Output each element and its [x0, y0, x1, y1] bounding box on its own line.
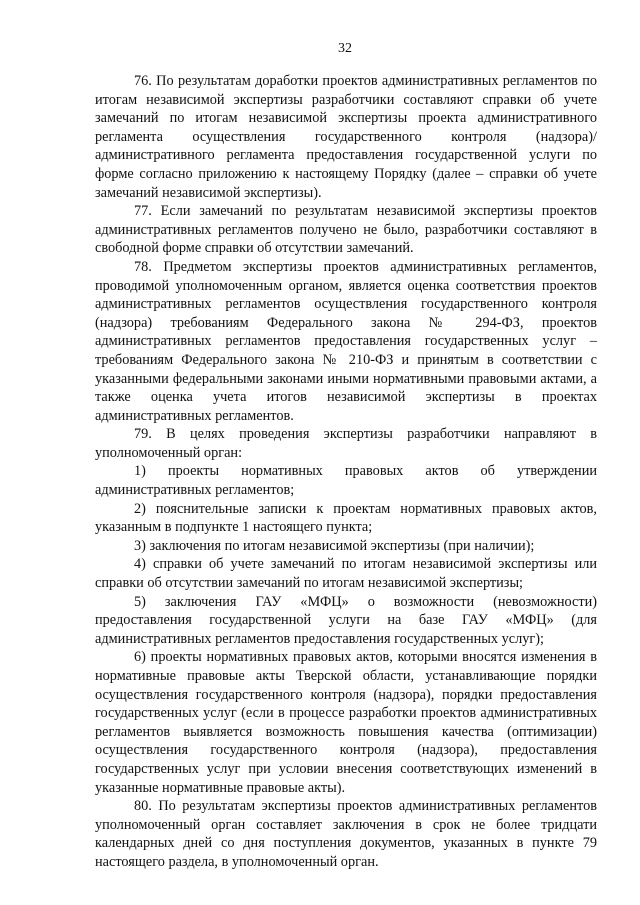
- paragraph-78: 78. Предметом экспертизы проектов административных регламентов, проводимой уполномоченным органом, является оценка соответствия проектов административных регламентов осуществления государственного контроля (надзора) требованиям Федерального закона № 294-ФЗ, проектов административных регламентов предоставления государственных услуг – требованиям Федерального закона № 210-ФЗ и принятым в соответствии с указанными федеральными законами иными нормативными правовыми актами, а также оценка учета итогов независимой экспертизы в проектах административных регламентов.: [95, 258, 597, 424]
- list-item-1: 1) проекты нормативных правовых актов об утверждении административных регламентов;: [95, 463, 597, 499]
- paragraph-79: 79. В целях проведения экспертизы разработчики направляют в уполномоченный орган:: [95, 426, 597, 461]
- list-item-4: 4) справки об учете замечаний по итогам независимой экспертизы или справки об отсутствии замечаний по итогам независимой экспертизы;: [95, 556, 597, 592]
- list-item-5: 5) заключения ГАУ «МФЦ» о возможности (невозможности) предоставления государственной услуги на базе ГАУ «МФЦ» (для административных регламентов предоставления государственных услуг);: [95, 593, 597, 647]
- paragraph-76: 76. По результатам доработки проектов административных регламентов по итогам независимой экспертизы разработчики составляют справки об учете замечаний по итогам независимой экспертизы проекта административного регламента осуществления государственного контроля (надзора)/административного регламента предоставления государственной услуги по форме согласно приложению к настоящему Порядку (далее – справки об учете замечаний независимой экспертизы).: [95, 73, 597, 201]
- page-number: 32: [338, 41, 352, 56]
- list-item-2: 2) пояснительные записки к проектам нормативных правовых актов, указанным в подпункте 1 настоящего пункта;: [95, 500, 597, 536]
- paragraph-77: 77. Если замечаний по результатам независимой экспертизы проектов административных регламентов получено не было, разработчики составляют в свободной форме справки об отсутствии замечаний.: [95, 203, 597, 257]
- list-item-3: 3) заключения по итогам независимой экспертизы (при наличии);: [134, 537, 535, 554]
- list-item-6: 6) проекты нормативных правовых актов, которыми вносятся изменения в нормативные правовые акты Тверской области, устанавливающие порядки осуществления государственного контроля (надзора), порядки предоставления государственных услуг (если в процессе разработки проектов административных регламентов выявляется возможность повышения качества (оптимизации) осуществления государственного контроля (надзора), предоставления государственных услуг при условии внесения соответствующих изменений в указанные нормативные правовые акты).: [95, 649, 597, 796]
- paragraph-80: 80. По результатам экспертизы проектов административных регламентов уполномоченный орган составляет заключения в срок не более тридцати календарных дней со дня поступления документов, указанных в пункте 79 настоящего раздела, в уполномоченный орган.: [95, 798, 597, 870]
